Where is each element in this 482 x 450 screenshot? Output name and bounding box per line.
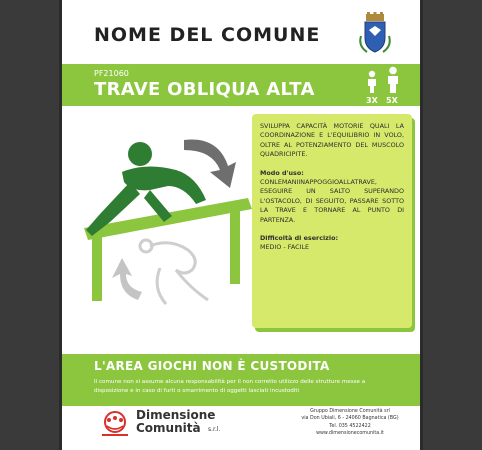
contact-address: via Don Ubiali, 6 - 24060 Bagnatica (BG) [301,416,399,422]
contact-website[interactable]: www.dimensionecomunita.it [316,431,384,437]
equipment-title: TRAVE OBLIQUA ALTA [94,79,315,100]
exercise-illustration [80,118,260,318]
sign-right-shadow [420,0,423,450]
warning-text: Il comune non si assume alcuna responsabilità per il non corretto utilizzo delle strutture messe a disposizione e in caso di furti o smarrimento di oggetti lasciati incustoditi [94,379,366,394]
brand-name-line1: Dimensione [136,408,216,422]
age-small-label: 3X [366,96,378,105]
municipality-name: NOME DEL COMUNE [94,24,321,46]
municipal-crest-icon [357,12,393,56]
ghost-figure-icon [140,240,208,304]
warning-title: L'AREA GIOCHI NON È CUSTODITA [94,359,330,373]
brand-name-line2: Comunità [136,421,201,435]
usage-section [260,169,404,225]
difficulty-label: Difficoltà di esercizio: [260,234,339,243]
child-small-icon [365,70,379,94]
description-box [252,114,412,328]
usage-text: CONLEMANIINAPPOGGIOALLATRAVE, ESEGUIRE UN SALTO SUPERANDO L'OSTACOLO, DI SEGUITO, PASSARE SOTTO LA TRAVE E TORNARE AL PUNTO DI PARTENZA. [260,178,404,224]
age-large-label: 5X [386,96,398,105]
contact-info [298,408,402,438]
brand-suffix: s.r.l. [208,426,221,433]
contact-phone: Tel. 035 4522422 [329,423,371,429]
description-intro: SVILUPPA CAPACITÀ MOTORIE QUALI LA COORDINAZIONE E L'EQUILIBRIO IN VOLO, OLTRE AL POTENZIAMENTO DEL MUSCOLO QUADRICIPITE. [260,122,404,159]
contact-company: Gruppo Dimensione Comunità srl [310,409,390,414]
title-band [62,64,420,106]
sign-panel [62,0,420,450]
usage-label: Modo d'uso: [260,168,304,177]
child-large-icon [385,66,401,94]
difficulty-value: MEDIO - FACILE [260,243,310,252]
return-arrow-icon [112,258,142,300]
equipment-code: PF21060 [94,69,129,78]
difficulty-section [260,234,404,253]
warning-band [62,354,420,406]
dimensione-comunita-logo-icon [96,410,134,438]
